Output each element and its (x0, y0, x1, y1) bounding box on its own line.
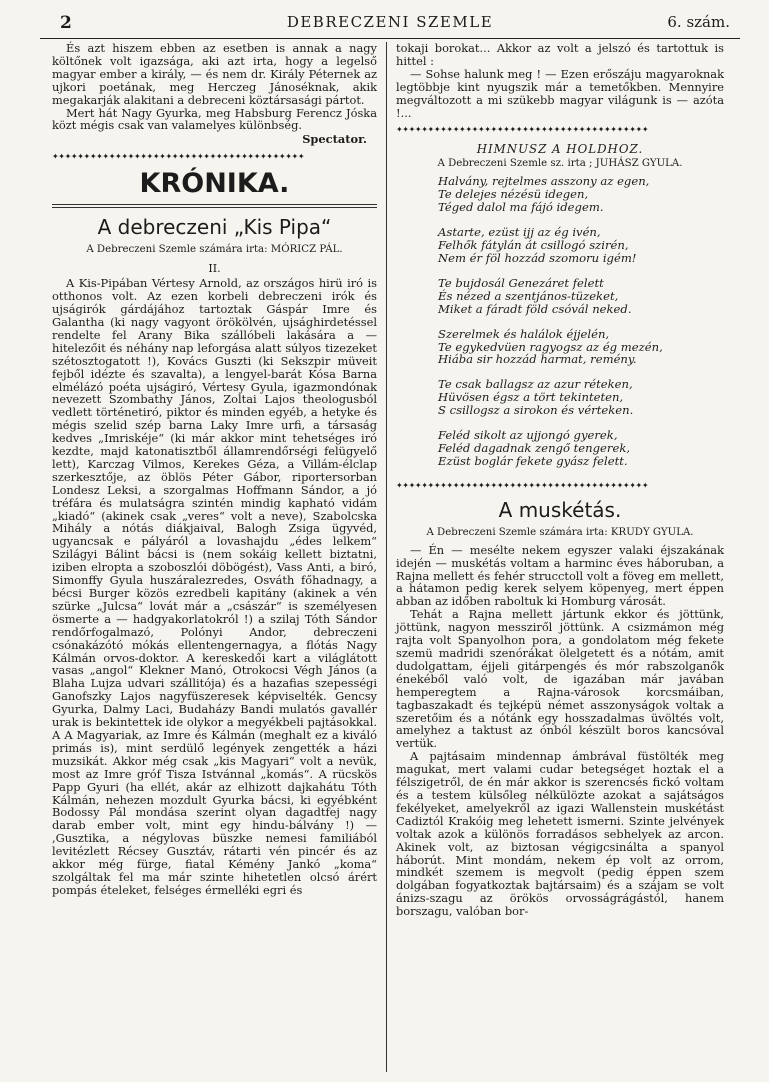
poem-stanza (438, 378, 724, 417)
story-title: A muskétás. (498, 497, 622, 522)
story-paragraph: Tehát a Rajna mellett jártunk ekkor és jöttünk, jöttünk, nagyon messziről jöttünk. A csizmámon még rajta volt Spanyolhon pora, a gondolatom még fekete szemü madridi szenórákat ölelgetett és a nótám, amit dudolgattam, éjjeli gitárpengés és mór rabszolganők énekéből való volt, de igazában már javában hemperegtem a Rajna-városok korcsmáiban, tagbaszakadt és tejképü német asszonyságok voltak a szeretőim és a nótánk egy hosszadalmas üvöltés volt, amelyhez a taktust az ónból készült boros kancsóval vertük. (396, 607, 724, 751)
poem-line: Téged dalol ma fájó idegem. (438, 200, 604, 215)
poem-line: Hüvösen égsz a tört tekinteten, (438, 390, 624, 405)
ornament-divider: ✦✦✦✦✦✦✦✦✦✦✦✦✦✦✦✦✦✦✦✦✦✦✦✦✦✦✦✦✦✦✦✦✦✦✦✦✦✦✦✦ (396, 480, 649, 490)
intro-paragraph: És azt hiszem ebben az esetben is annak a nagy költőnek volt igazsága, aki azt irta, hogy a legelső magyar ember a király, — és nem dr. Király Péternek az ujkori poetának, meg Herczeg Jánoséknak, akik megakarják alakitani a debreceni köztársasági pártot. (52, 41, 377, 107)
poem-line: Astarte, ezüst ijj az ég ivén, (438, 225, 601, 240)
poem-line: Te egykedvüen ragyogsz az ég mezén, (438, 339, 663, 354)
right-column (396, 42, 724, 1072)
continuation-paragraph: — Sohse halunk meg ! — Ezen erőszáju magyaroknak legtöbbje kint nyugszik már a temetőkben. Mennyire megváltozott a mi szükebb magyar világunk is — azóta !... (396, 66, 724, 120)
intro-paragraph: Mert hát Nagy Gyurka, meg Habsburg Ferencz Jóska közt mégis csak van valamelyes különbség. (52, 105, 377, 133)
poem-line: Te delejes nézésü idegen, (438, 187, 589, 202)
article-paragraph: A Kis-Pipában Vértesy Arnold, az országos hirü iró is otthonos volt. Az ezen korbeli debreczeni irók és ujságirók gárdájához tartoztak Gáspár Imre és Galantha (ki nagy vagyont örökölvén, ujsághirdetéssel rendelte fel Arany Bika szállóbeli lakására a — hitelezőit és néhány nap leforgása alatt súlyos tizezeket szétosztogatott !), Kovács Guszti (ki Sekszpir müveit fejből idézte és szavalta), a lengyel-barát Kósa Barna elmélázó poéta ujságiró, Vértesy Gyula, igazmondónak nevezett Szombathy János, Zoltai Lajos theologusból vedlett történetiró, piktor és minden egyéb, a hetyke és mégis szelid szép barna Laky Imre urfi, a társaság kedves „Imriskéje“ (ki már akkor mint tehetséges iró kezdte, majd katonatisztből államrendőrségi felügyelő lett), Karczag Vilmos, Kerekes Géza, a Villám-élclap szerkesztője, az öblös Péter Gábor, riportersorban Londesz Leksi, a szorgalmas Hoffmann Sándor, a jó tréfára és mulatságra szintén mindig kapható vidám „kiadó“ (akinek csak „veres“ volt a neve), Szabolcska Mihály a nótás diákjaival, Balogh Zsiga ügyvéd, ugyancsak e pályáról a lovashajdu „édes lelkem“ Szilágyi Bálint bácsi is (nem sokáig kellett biztatni, iziben elropta a szoboszlói döbögést), Vass Anti, a biró, Simonffy Gyula huszáralezredes, Osváth főhadnagy, a bécsi Burger közös ezredbeli kapitány (akinek a vén szürke „Julcsa“ lovát már a „császár“ is személyesen ösmerte a — hadgyakorlatokról !) a szilaj Tóth Sándor rendőrfogalmazó, Polónyi Andor, debreczeni csónakázótó mókás ellentengernagya, a flótás Nagy Kálmán orvos-doktor. A kereskedői kart a világlátott vasas „angol“ Klekner Manó, Otrokocsi Végh János (a Blaha Lujza udvari szállitója) és a hazafias szepességi Ganofszky Lajos nagyfüszeresek képviselték. Gencsy Gyurka, Dalmy Laci, Budaházy Bandi mulatós gavallér urak is bekintettek ide olykor a megyékbeli pajtásokkal. A A Magyariak, az Imre és Kálmán (meghalt ez a kiváló primás is), mint serdülő legények zengették a házi muzsikát. Akkor még csak „kis Magyari“ volt a nevük, most az Imre gróf Tisza Istvánnal „komás“. A rücskös Papp Gyuri (ha ellét, akár az elhizott dajkahátu Tóth Kálmán, nehezen mozdult Gyurka bácsi, ki egyébként Bodossy Pál mondása szerint olyan dagadtfej nagy darab ember volt, mint egy hindu-bálvány !) — ,Gusztika, a négylovas büszke nemesi familiából levitézlett Récsey Gusztáv, rátarti vén pincér és az akkor még fürge, fiatal Kémény Jankó „koma“ szolgáltak fel ma már szinte hihetetlen olcsó árért pompás ételeket, felséges érmelléki egri és (52, 276, 377, 897)
page-header (40, 10, 740, 39)
issue-number: 6. szám. (667, 13, 730, 31)
poem-line: Miket a fáradt föld csóvál neked. (438, 301, 632, 316)
journal-title: DEBRECZENI SZEMLE (286, 13, 494, 31)
poem-line: Feléd dagadnak zengő tengerek, (438, 440, 631, 455)
poem-line: Te csak ballagsz az azur réteken, (438, 377, 633, 392)
story-byline: A Debreczeni Szemle számára irta: KRUDY GYULA. (426, 526, 694, 538)
ornament-divider: ✦✦✦✦✦✦✦✦✦✦✦✦✦✦✦✦✦✦✦✦✦✦✦✦✦✦✦✦✦✦✦✦✦✦✦✦✦✦✦✦ (52, 152, 305, 162)
poem-line: S csillogsz a sirokon és vérteken. (438, 403, 634, 418)
poem-line: Hiába sir hozzád harmat, remény. (438, 352, 637, 367)
poem-line: Felhők fátylán át csillogó szirén, (438, 238, 629, 253)
poem-line: Ezüst boglár fekete gyász felett. (438, 453, 628, 468)
poem-stanza (438, 328, 724, 367)
page-number: 2 (60, 13, 72, 33)
double-rule (52, 204, 377, 208)
signature: Spectator. (302, 132, 367, 147)
column-divider (386, 42, 387, 1072)
continuation-paragraph: tokaji borokat... Akkor az volt a jelszó és tartottuk is hittel : (396, 41, 724, 68)
poem-line: Szerelmek és halálok éjjelén, (438, 326, 610, 341)
poem-line: Feléd sikolt az ujjongó gyerek, (438, 428, 618, 443)
section-title: KRÓNIKA. (139, 168, 290, 200)
poem-line: Nem ér föl hozzád szomoru igém! (438, 250, 637, 265)
poem-stanza (438, 429, 724, 468)
poem-title: HIMNUSZ A HOLDHOZ. (476, 142, 644, 157)
ornament-divider: ✦✦✦✦✦✦✦✦✦✦✦✦✦✦✦✦✦✦✦✦✦✦✦✦✦✦✦✦✦✦✦✦✦✦✦✦✦✦✦✦ (396, 125, 649, 135)
left-column (52, 42, 377, 1072)
poem-line: És nézed a szentjános-tüzeket, (438, 288, 619, 303)
story-paragraph: A pajtásaim mindennap ámbrával füstölték meg magukat, mert valami cudar betegséget hoztak el a félszigetről, de én már akkor is szerencsés fickó voltam és a testem külsőleg nélkülözte azokat a sajátságos fekélyeket, amelyekről az igazi Wallenstein muskétást Cadiztól Krakóig meg lehetett ismerni. Szinte jelvények voltak azok a különös forradásos sebhelyek az arcon. Akinek volt, az biztosan végigcsinálta a spanyol háborút. Mint mondám, nekem ép volt az orrom, mindkét szemem is megvolt (pedig éppen szem dolgában fogyatkoztak bajtársaim) és a szájam se volt ánizs-szagu az örökös orvosságrágástól, hanem borszagu, valóban bor- (396, 749, 724, 919)
poem-stanza (438, 277, 724, 316)
poem-line: Te bujdosál Genezáret felett (438, 275, 604, 290)
story-paragraph: — Én — mesélte nekem egyszer valaki éjszakának idején — muskétás voltam a harminc éves háboruban, a Rajna mellett és fehér strucctoll volt a föveg em mellett, a hátamon pedig kerek selyem köpenyeg, mert éppen abban az időben raboltuk ki Homburg városát. (396, 542, 724, 609)
poem-byline: A Debreczeni Szemle sz. irta ; JUHÁSZ GYULA. (437, 158, 683, 170)
poem-line: Halvány, rejtelmes asszony az egen, (438, 174, 650, 189)
article-title: A debreczeni „Kis Pipa“ (97, 215, 332, 240)
poem-stanza (438, 226, 724, 265)
poem-stanza (438, 175, 724, 214)
part-number: II. (208, 262, 221, 276)
article-byline: A Debreczeni Szemle számára irta: MÓRICZ PÁL. (86, 244, 343, 256)
